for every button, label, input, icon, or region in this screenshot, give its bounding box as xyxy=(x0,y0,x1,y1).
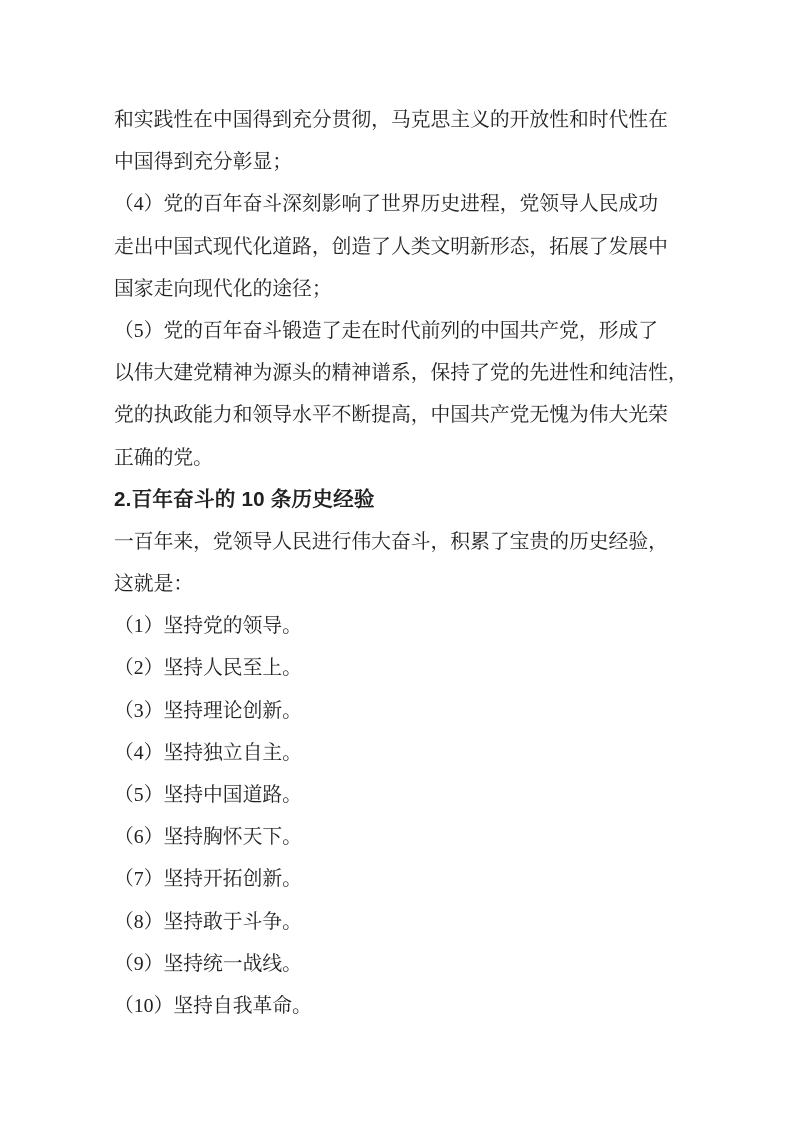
text-line: 国家走向现代化的途径； xyxy=(114,277,332,300)
text-line: （5）坚持中国道路。 xyxy=(114,784,302,806)
text-line: （4）党的百年奋斗深刻影响了世界历史进程，党领导人民成功 xyxy=(114,193,658,216)
list-item xyxy=(114,690,669,732)
text-line: （1）坚持党的领导。 xyxy=(114,615,302,638)
list-item xyxy=(114,732,669,774)
list-item xyxy=(114,605,669,647)
text-line: （5）党的百年奋斗锻造了走在时代前列的中国共产党，形成了 xyxy=(114,319,658,342)
list-item xyxy=(114,901,669,943)
text-line: 一百年来，党领导人民进行伟大奋斗，积累了宝贵的历史经验， xyxy=(114,530,668,553)
text-line: 正确的党。 xyxy=(114,446,213,469)
list-item xyxy=(114,858,669,900)
text-line: 和实践性在中国得到充分贯彻，马克思主义的开放性和时代性在 xyxy=(114,109,668,131)
paragraph xyxy=(114,310,688,479)
paragraph xyxy=(114,99,669,183)
list-item xyxy=(114,647,669,689)
text-line: （6）坚持胸怀天下。 xyxy=(114,826,302,849)
text-line: （7）坚持开拓创新。 xyxy=(114,868,302,891)
text-line: （9）坚持统一战线。 xyxy=(114,952,302,975)
text-line: 以伟大建党精神为源头的精神谱系，保持了党的先进性和纯洁性， xyxy=(114,362,688,385)
paragraph xyxy=(114,183,669,310)
document-content xyxy=(114,99,688,1027)
text-line: （8）坚持敢于斗争。 xyxy=(114,910,302,933)
list-item xyxy=(114,774,669,816)
text-line: 2.百年奋斗的 10 条历史经验 xyxy=(114,487,375,511)
text-line: 这就是： xyxy=(114,573,194,596)
text-line: （10）坚持自我革命。 xyxy=(114,994,312,1017)
paragraph xyxy=(114,521,669,605)
list-item xyxy=(114,943,669,985)
section-heading xyxy=(114,479,669,521)
text-line: （4）坚持独立自主。 xyxy=(114,741,302,764)
text-line: 走出中国式现代化道路，创造了人类文明新形态，拓展了发展中 xyxy=(114,235,668,258)
text-line: （2）坚持人民至上。 xyxy=(114,657,302,680)
text-line: （3）坚持理论创新。 xyxy=(114,699,302,722)
text-line: 中国得到充分彰显； xyxy=(114,151,293,174)
list-item xyxy=(114,816,669,858)
text-line: 党的执政能力和领导水平不断提高，中国共产党无愧为伟大光荣 xyxy=(114,404,668,427)
list-item xyxy=(114,985,669,1027)
